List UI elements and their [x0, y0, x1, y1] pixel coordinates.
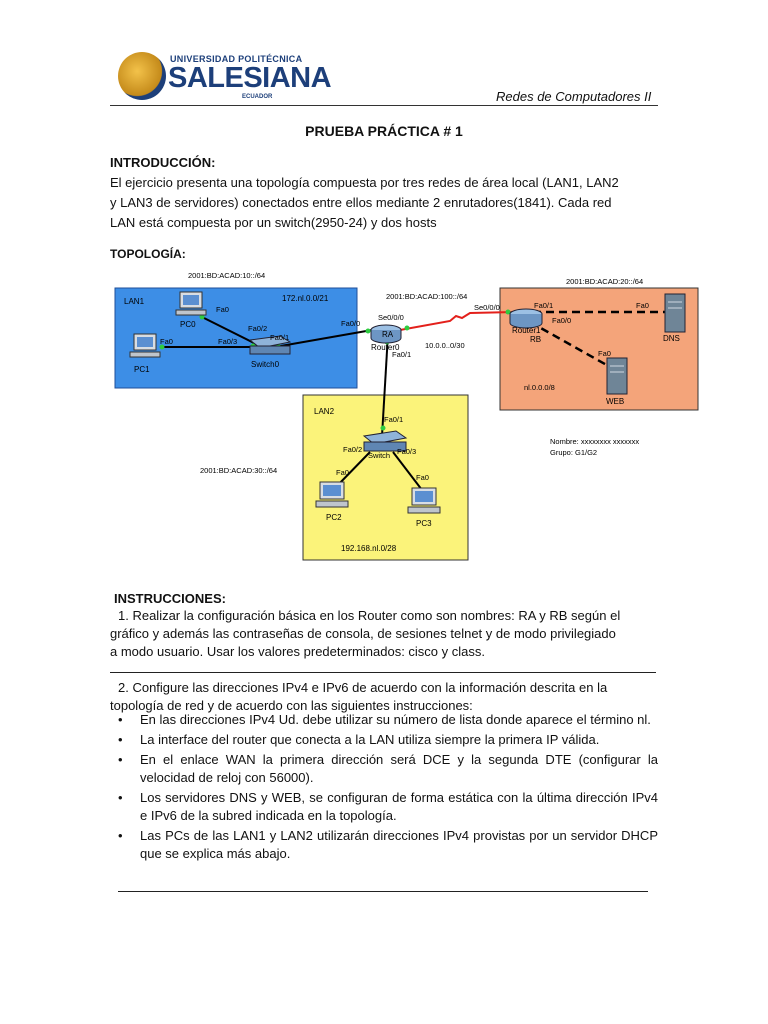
- wan-net-label: 10.0.0..0/30: [425, 341, 465, 350]
- instruction-1-line: 1. Realizar la configuración básica en los Router como son nombres: RA y RB según el: [118, 608, 621, 623]
- pc1-label: PC1: [134, 365, 150, 374]
- rb-serial-label: Se0/0/0: [474, 303, 500, 312]
- router0-label: Router0: [371, 343, 400, 352]
- port-label: Fa0/0: [341, 319, 361, 328]
- port-label: Fa0: [598, 349, 611, 358]
- intro-heading: INTRODUCCIÓN:: [110, 155, 216, 170]
- separator-line: [118, 891, 648, 892]
- lan2-net-label: 192.168.nl.0/28: [341, 544, 397, 553]
- university-emblem-icon: [118, 52, 166, 100]
- pc3-icon[interactable]: [408, 488, 440, 513]
- port-label: Fa0/0: [552, 316, 572, 325]
- instruction-2-line: topología de red y de acuerdo con las siguientes instrucciones:: [110, 698, 473, 713]
- logo-line1: UNIVERSIDAD POLITÉCNICA: [170, 54, 303, 64]
- web-server-icon[interactable]: [607, 358, 627, 394]
- intro-line: El ejercicio presenta una topología compuesta por tres redes de área local (LAN1, LAN2: [110, 175, 619, 190]
- instructions-heading: INSTRUCCIONES:: [114, 591, 226, 606]
- port-label: Fa0/3: [397, 447, 417, 456]
- student-name-label: Nombre: xxxxxxxx xxxxxxx: [550, 437, 640, 446]
- ipv6-wan-label: 2001:BD:ACAD:100::/64: [386, 292, 468, 301]
- ra-label: RA: [382, 330, 394, 339]
- list-item: • Los servidores DNS y WEB, se configuran de forma estática con la última dirección IPv4 e IPv6 de la subred indicada en la topología.: [118, 790, 658, 823]
- rb-label: RB: [530, 335, 542, 344]
- pc0-label: PC0: [180, 320, 196, 329]
- pc2-label: PC2: [326, 513, 342, 522]
- list-item: • En el enlace WAN la primera dirección será DCE y la segunda DTE (configurar la velocidad de reloj con 56000).: [118, 752, 658, 785]
- topology-diagram: [110, 268, 700, 573]
- list-item: • En las direcciones IPv4 Ud. debe utilizar su número de lista donde aparece el término nl.: [118, 712, 651, 727]
- port-label: Fa0: [216, 305, 229, 314]
- page-title: PRUEBA PRÁCTICA # 1: [305, 123, 463, 139]
- list-item: • Las PCs de las LAN1 y LAN2 utilizarán direcciones IPv4 provistas por un servidor DHCP que se explica más abajo.: [118, 828, 658, 861]
- wan-link: [400, 312, 512, 330]
- pc0-icon[interactable]: [176, 292, 206, 315]
- port-label: Fa0: [636, 301, 649, 310]
- lan2-label: LAN2: [314, 407, 335, 416]
- router1-label: Router1: [512, 326, 541, 335]
- ipv6-lan2-label: 2001:BD:ACAD:30::/64: [200, 466, 278, 475]
- lan3-net-label: nl.0.0.0/8: [524, 383, 555, 392]
- port-label: Fa0/1: [392, 350, 412, 359]
- topology-heading: TOPOLOGÍA:: [110, 247, 186, 261]
- pc2-icon[interactable]: [316, 482, 348, 507]
- switch1-label: Switch: [368, 451, 391, 460]
- port-label: Fa0/2: [343, 445, 363, 454]
- port-label: Fa0/1: [384, 415, 404, 424]
- instruction-2-line: 2. Configure las direcciones IPv4 e IPv6 de acuerdo con la información descrita en la: [118, 680, 608, 695]
- group-label: Grupo: G1/G2: [550, 448, 598, 457]
- instruction-bullets: [110, 711, 658, 865]
- pc3-label: PC3: [416, 519, 432, 528]
- web-label: WEB: [606, 397, 625, 406]
- separator-line: [110, 672, 656, 673]
- pc1-icon[interactable]: [130, 334, 160, 357]
- list-item: • La interface del router que conecta a la LAN utiliza siempre la primera IP válida.: [118, 732, 600, 747]
- instruction-1-line: gráfico y además las contraseñas de consola, de sesiones telnet y de modo privilegiado: [110, 626, 616, 641]
- port-label: Fa0/1: [270, 333, 290, 342]
- intro-line: LAN está compuesta por un switch(2950-24) y dos hosts: [110, 215, 437, 230]
- instruction-1-line: a modo usuario. Usar los valores predeterminados: cisco y class.: [110, 644, 485, 659]
- port-label: Fa0: [160, 337, 173, 346]
- logo-line3: ECUADOR: [242, 94, 273, 100]
- switch0-label: Switch0: [251, 360, 280, 369]
- port-label: Fa0/3: [218, 337, 238, 346]
- university-logo: [118, 52, 332, 104]
- course-title: Redes de Computadores II: [496, 89, 652, 104]
- intro-line: y LAN3 de servidores) conectados entre ellos mediante 2 enrutadores(1841). Cada red: [110, 195, 612, 210]
- dns-label: DNS: [663, 334, 680, 343]
- ipv6-lan1-label: 2001:BD:ACAD:10::/64: [188, 271, 266, 280]
- lan1-label: LAN1: [124, 297, 145, 306]
- lan1-net-label: 172.nl.0.0/21: [282, 294, 329, 303]
- port-label: Fa0: [336, 468, 349, 477]
- port-label: Fa0: [416, 473, 429, 482]
- port-label: Fa0/2: [248, 324, 268, 333]
- dns-server-icon[interactable]: [665, 294, 685, 332]
- ipv6-lan3-label: 2001:BD:ACAD:20::/64: [566, 277, 644, 286]
- logo-line2: SALESIANA: [168, 62, 332, 94]
- ra-serial-label: Se0/0/0: [378, 313, 404, 322]
- header-divider: [110, 105, 658, 106]
- port-label: Fa0/1: [534, 301, 554, 310]
